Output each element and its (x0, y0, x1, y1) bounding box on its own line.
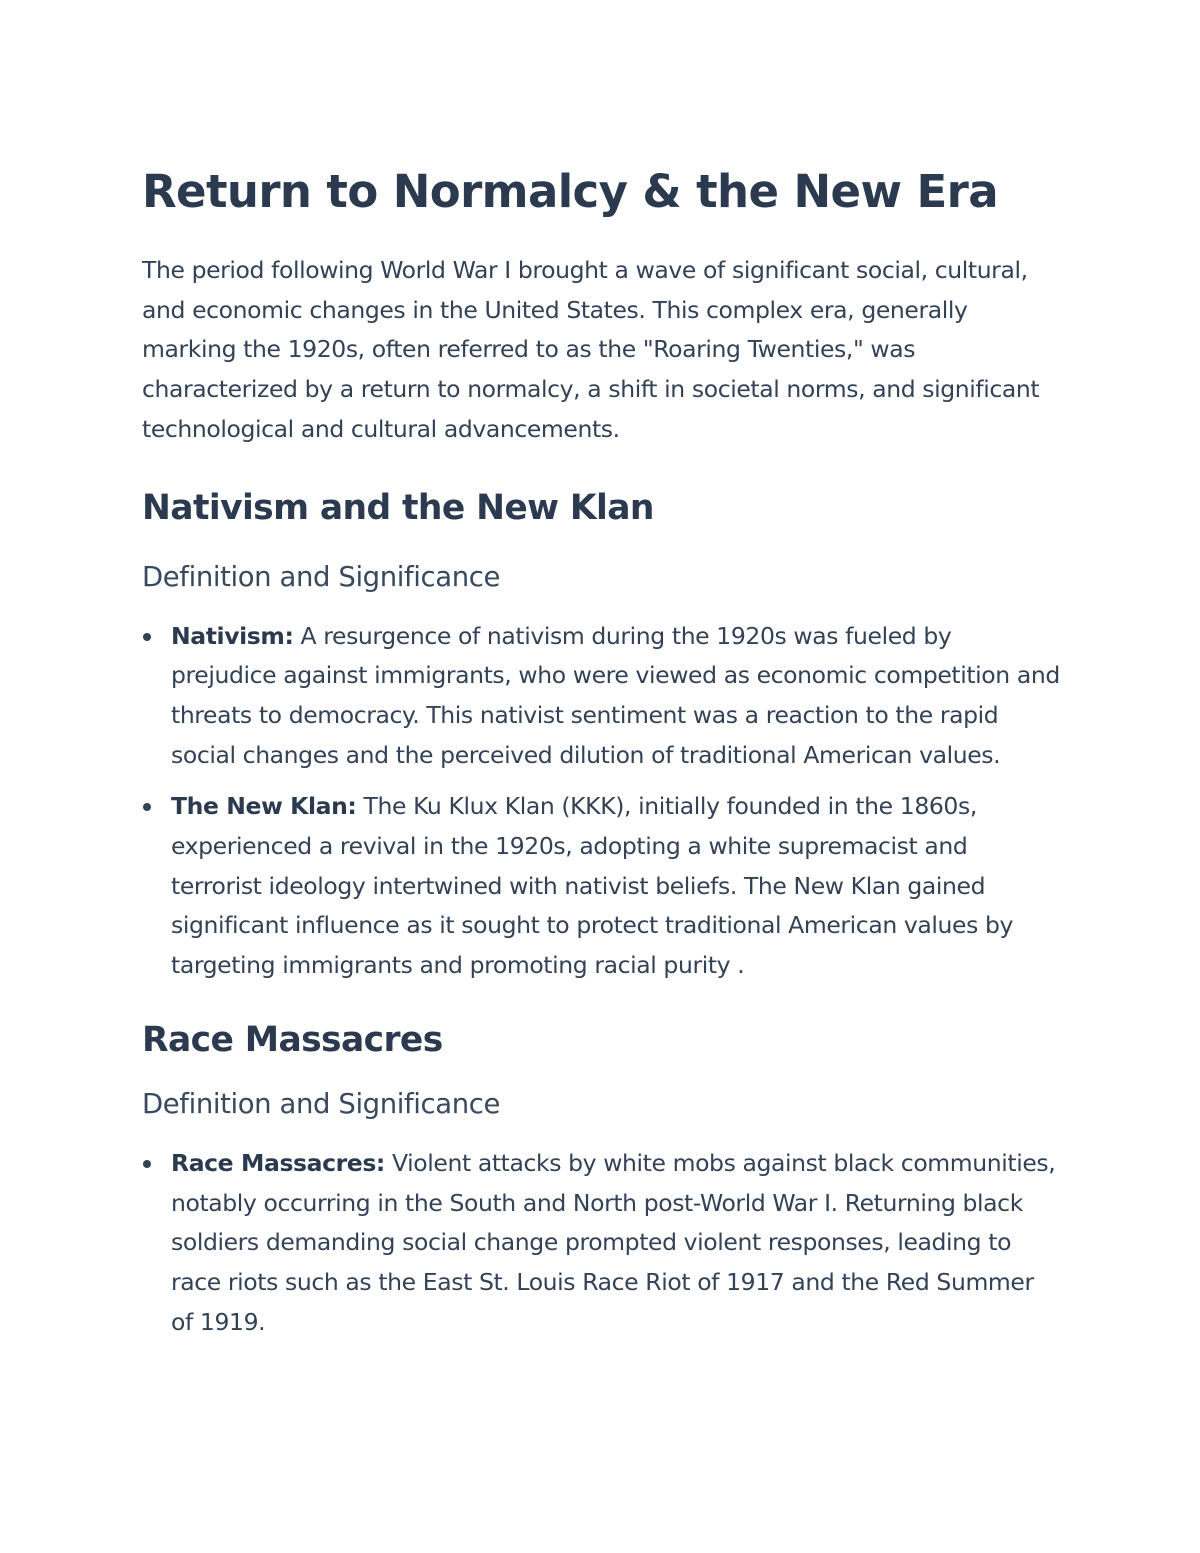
definition-text: A resurgence of nativism during the 1920s was fueled by prejudice against immigrants, who were viewed as economic competition and threats to democracy. This nativist sentiment was a reaction to the rapid social changes and the perceived dilution of traditional American values. (171, 621, 1060, 769)
definition-text: The Ku Klux Klan (KKK), initially founded in the 1860s, experienced a revival in the 1920s, adopting a white supremacist and terrorist ideology intertwined with nativist beliefs. The New Klan gained significant influence as it sought to protect traditional American values by targeting immigrants and promoting racial purity . (171, 792, 1014, 980)
section-heading-race-massacres: Race Massacres (142, 1019, 443, 1060)
list-item-nativism (142, 617, 1062, 776)
page-title: Return to Normalcy & the New Era (142, 165, 998, 218)
section-subheading-race-definition: Definition and Significance (142, 1087, 500, 1120)
document-page (142, 162, 1062, 1354)
bullet-icon (143, 1160, 151, 1168)
term-race-massacres: Race Massacres: (171, 1148, 385, 1177)
intro-paragraph: The period following World War I brought a wave of significant social, cultural, and economic changes in the United States. This complex era, generally marking the 1920s, often referred to as the "Roaring Twenties," was characterized by a return to normalcy, a shift in societal norms, and significant technological and cultural advancements. (142, 256, 1040, 443)
bullet-icon (143, 803, 151, 811)
race-massacres-list (142, 1144, 1062, 1343)
term-nativism: Nativism: (171, 621, 294, 650)
list-item-new-klan (142, 787, 1062, 986)
bullet-icon (143, 633, 151, 641)
section-heading-nativism: Nativism and the New Klan (142, 487, 654, 528)
list-item-race-massacres (142, 1144, 1062, 1343)
definition-text: Violent attacks by white mobs against black communities, notably occurring in the South and North post-World War I. Returning black soldiers demanding social change prompted violent responses, leading to race riots such as the East St. Louis Race Riot of 1917 and the Red Summer of 1919. (171, 1148, 1056, 1336)
nativism-list (142, 617, 1062, 986)
section-subheading-nativism-definition: Definition and Significance (142, 560, 500, 593)
term-new-klan: The New Klan: (171, 792, 357, 821)
